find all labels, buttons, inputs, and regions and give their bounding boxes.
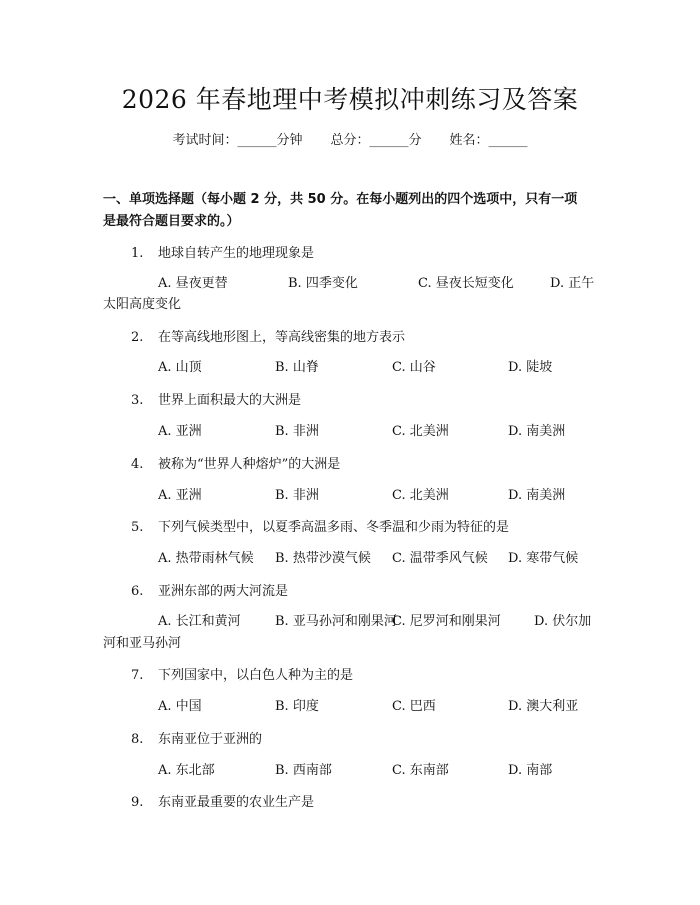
total-score-field: 总分：______分 bbox=[330, 133, 422, 148]
option-c: C. 东南部 bbox=[392, 763, 449, 778]
question-number: 9. bbox=[131, 795, 144, 810]
question-number: 7. bbox=[131, 668, 144, 683]
question-text: 东南亚位于亚洲的 bbox=[158, 732, 263, 747]
option-d: D. 寒带气候 bbox=[508, 551, 579, 566]
option-d: D. 伏尔加 bbox=[534, 614, 592, 629]
question-text: 下列气候类型中，以夏季高温多雨、冬季温和少雨为特征的是 bbox=[158, 520, 510, 535]
option-b: B. 亚马孙河和刚果河 bbox=[275, 614, 397, 629]
option-d: D. 澳大利亚 bbox=[508, 699, 579, 714]
question-text: 东南亚最重要的农业生产是 bbox=[158, 795, 315, 810]
section-heading bbox=[103, 189, 601, 233]
question-number: 2. bbox=[131, 330, 144, 345]
question-7 bbox=[131, 666, 601, 686]
option-d: D. 正午 bbox=[550, 276, 595, 291]
question-number: 6. bbox=[131, 584, 144, 599]
option-b: B. 西南部 bbox=[275, 763, 332, 778]
section-heading-line-2: 是最符合题目要求的。） bbox=[103, 214, 240, 229]
question-6 bbox=[131, 582, 601, 602]
option-a: A. 东北部 bbox=[158, 763, 215, 778]
option-d: D. 南美洲 bbox=[508, 488, 566, 503]
option-a: A. 长江和黄河 bbox=[158, 614, 241, 629]
option-d-continued: 太阳高度变化 bbox=[103, 297, 182, 312]
option-c: C. 尼罗河和刚果河 bbox=[392, 614, 501, 629]
exam-info bbox=[0, 131, 700, 151]
option-d: D. 南美洲 bbox=[508, 424, 566, 439]
question-text: 亚洲东部的两大河流是 bbox=[158, 584, 289, 599]
page-title: 2026 年春地理中考模拟冲刺练习及答案 bbox=[121, 85, 579, 114]
option-a: A. 中国 bbox=[158, 699, 202, 714]
student-name-field: 姓名：______ bbox=[449, 133, 528, 148]
exam-time-field: 考试时间：______分钟 bbox=[172, 133, 303, 148]
question-4 bbox=[131, 455, 601, 475]
option-a: A. 热带雨林气候 bbox=[158, 551, 254, 566]
question-text: 下列国家中，以白色人种为主的是 bbox=[158, 668, 354, 683]
option-b: B. 印度 bbox=[275, 699, 319, 714]
question-text: 地球自转产生的地理现象是 bbox=[158, 246, 315, 261]
option-a: A. 山顶 bbox=[158, 360, 202, 375]
option-c: C. 北美洲 bbox=[392, 488, 449, 503]
option-b: B. 非洲 bbox=[275, 488, 319, 503]
question-text: 世界上面积最大的大洲是 bbox=[158, 393, 302, 408]
option-d: D. 陡坡 bbox=[508, 360, 553, 375]
question-number: 1. bbox=[131, 246, 144, 261]
question-number: 8. bbox=[131, 732, 144, 747]
option-d: D. 南部 bbox=[508, 763, 553, 778]
question-8 bbox=[131, 730, 601, 750]
question-number: 4. bbox=[131, 457, 144, 472]
question-9 bbox=[131, 793, 601, 813]
question-number: 3. bbox=[131, 393, 144, 408]
question-2 bbox=[131, 328, 601, 348]
option-c: C. 北美洲 bbox=[392, 424, 449, 439]
option-a: A. 亚洲 bbox=[158, 424, 202, 439]
option-c: C. 山谷 bbox=[392, 360, 436, 375]
option-c: C. 温带季风气候 bbox=[392, 551, 488, 566]
option-b: B. 山脊 bbox=[275, 360, 319, 375]
section-heading-line-1: 一、单项选择题（每小题 2 分，共 50 分。在每小题列出的四个选项中，只有一项 bbox=[103, 192, 578, 207]
question-1 bbox=[131, 244, 601, 264]
option-d-continued: 河和亚马孙河 bbox=[103, 636, 182, 651]
question-text: 被称为“世界人种熔炉”的大洲是 bbox=[158, 457, 341, 472]
question-number: 5. bbox=[131, 520, 144, 535]
question-text: 在等高线地形图上，等高线密集的地方表示 bbox=[158, 330, 406, 345]
option-b: B. 热带沙漠气候 bbox=[275, 551, 371, 566]
option-c: C. 昼夜长短变化 bbox=[418, 276, 514, 291]
option-a: A. 昼夜更替 bbox=[158, 276, 228, 291]
option-c: C. 巴西 bbox=[392, 699, 436, 714]
option-b: B. 非洲 bbox=[275, 424, 319, 439]
question-5 bbox=[131, 518, 601, 538]
question-3 bbox=[131, 391, 601, 411]
option-b: B. 四季变化 bbox=[288, 276, 358, 291]
option-a: A. 亚洲 bbox=[158, 488, 202, 503]
